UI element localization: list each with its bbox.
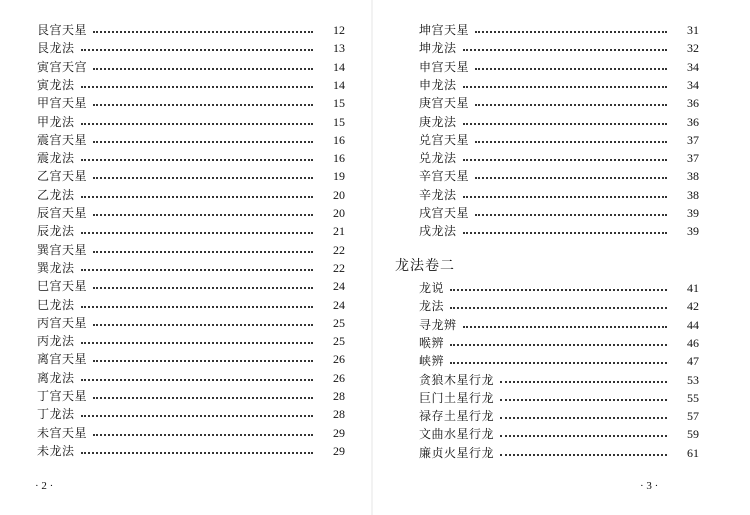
toc-entry-page: 25 (333, 315, 345, 330)
dot-leader (500, 435, 667, 437)
toc-entry (37, 387, 345, 405)
toc-entry-title: 甲龙法 (37, 114, 75, 129)
toc-entry-title: 辛龙法 (419, 187, 457, 202)
toc-entry-page: 24 (333, 297, 345, 312)
dot-leader (93, 177, 313, 179)
toc-entry-page: 38 (687, 187, 699, 202)
toc-entry-page: 29 (333, 425, 345, 440)
toc-entry-title: 震龙法 (37, 151, 75, 166)
toc-entry-page: 37 (687, 132, 699, 147)
toc-entry-page: 32 (687, 41, 699, 56)
dot-leader (500, 454, 667, 456)
dot-leader (93, 251, 313, 253)
toc-entry-title: 巽龙法 (37, 260, 75, 275)
toc-entry (37, 259, 345, 277)
toc-entry-title: 龙说 (419, 281, 445, 295)
dot-leader (81, 452, 313, 454)
toc-entry-page: 55 (687, 390, 699, 405)
toc-entry-page: 22 (333, 260, 345, 275)
dot-leader (463, 196, 667, 198)
toc-entry-title: 申宫天星 (419, 59, 470, 74)
toc-entry (37, 350, 345, 368)
dot-leader (81, 159, 313, 161)
toc-entry (37, 58, 345, 76)
toc-entry (37, 204, 345, 222)
toc-entry-title: 乙宫天星 (37, 169, 88, 184)
toc-entry (419, 444, 699, 462)
toc-entry-title: 坤宫天星 (419, 23, 470, 37)
toc-entry-page: 29 (333, 443, 345, 458)
toc-entry-page: 19 (333, 169, 345, 184)
toc-entry (37, 277, 345, 295)
toc-entry (37, 405, 345, 423)
dot-leader (475, 104, 667, 106)
toc-entry (419, 113, 699, 131)
toc-entry (37, 424, 345, 442)
toc-entry-page: 39 (687, 224, 699, 239)
toc-entry-page: 36 (687, 96, 699, 111)
toc-entry (37, 442, 345, 460)
toc-entry (419, 316, 699, 334)
section-heading: 龙法卷二 (395, 258, 455, 274)
dot-leader (93, 434, 313, 436)
toc-entry-title: 未宫天星 (37, 425, 88, 440)
toc-entry (419, 425, 699, 443)
toc-entry-title: 乙龙法 (37, 187, 75, 202)
toc-entry-page: 42 (687, 299, 699, 314)
toc-entry-page: 20 (333, 187, 345, 202)
dot-leader (93, 214, 313, 216)
dot-leader (81, 196, 313, 198)
toc-entry-title: 震宫天星 (37, 132, 88, 147)
toc-entry-title: 文曲水星行龙 (419, 427, 495, 442)
toc-entry (419, 279, 699, 297)
dot-leader (463, 232, 667, 234)
toc-entry-title: 艮宫天星 (37, 23, 88, 37)
toc-entry-title: 龙法 (419, 299, 445, 314)
dot-leader (500, 417, 667, 419)
toc-entry (419, 58, 699, 76)
dot-leader (475, 68, 667, 70)
toc-entry-page: 24 (333, 279, 345, 294)
toc-entry (419, 371, 699, 389)
toc-entry-title: 廉贞火星行龙 (419, 445, 495, 460)
toc-entry-title: 喉辨 (419, 335, 445, 350)
dot-leader (450, 289, 667, 291)
toc-entry-page: 57 (687, 409, 699, 424)
toc-entry (419, 131, 699, 149)
dot-leader (450, 344, 667, 346)
dot-leader (93, 360, 313, 362)
toc-entry-title: 申龙法 (419, 77, 457, 92)
toc-entry (37, 296, 345, 314)
dot-leader (475, 141, 667, 143)
dot-leader (463, 49, 667, 51)
toc-entry (37, 167, 345, 185)
dot-leader (475, 214, 667, 216)
toc-entry-title: 峡辨 (419, 354, 445, 369)
book-spine (371, 0, 373, 515)
toc-entry (419, 204, 699, 222)
toc-entry-title: 巨门土星行龙 (419, 390, 495, 405)
toc-entry-page: 46 (687, 335, 699, 350)
toc-entry-page: 26 (333, 370, 345, 385)
page-number-right: · 3 · (640, 480, 659, 492)
toc-entry (419, 39, 699, 57)
toc-entry (419, 407, 699, 425)
toc-entry-page: 12 (333, 23, 345, 37)
toc-entry-page: 26 (333, 352, 345, 367)
toc-entry-title: 坤龙法 (419, 41, 457, 56)
dot-leader (463, 86, 667, 88)
dot-leader (450, 307, 667, 309)
toc-entry-title: 丁宫天星 (37, 389, 88, 403)
toc-entry (37, 314, 345, 332)
toc-entry-page: 16 (333, 132, 345, 147)
toc-entry-title: 辰宫天星 (37, 206, 88, 220)
toc-entry (419, 21, 699, 39)
toc-entry (37, 131, 345, 149)
toc-entry-page: 15 (333, 96, 345, 111)
dot-leader (81, 123, 313, 125)
toc-entry-page: 28 (333, 389, 345, 403)
toc-entry-title: 艮龙法 (37, 41, 75, 56)
dot-leader (93, 141, 313, 143)
toc-entry (37, 369, 345, 387)
toc-entry (419, 186, 699, 204)
dot-leader (463, 326, 667, 328)
toc-entry-page: 14 (333, 59, 345, 74)
toc-entry (37, 222, 345, 240)
toc-entry-page: 38 (687, 169, 699, 184)
toc-entry (419, 297, 699, 315)
dot-leader (81, 49, 313, 51)
toc-entry-page: 47 (687, 354, 699, 369)
dot-leader (93, 68, 313, 70)
page-number-left: · 2 · (35, 480, 54, 492)
toc-entry (37, 113, 345, 131)
dot-leader (93, 287, 313, 289)
toc-entry (37, 332, 345, 350)
dot-leader (450, 362, 667, 364)
toc-entry-page: 44 (687, 317, 699, 332)
dot-leader (93, 31, 313, 33)
toc-entry-page: 15 (333, 114, 345, 129)
toc-entry (37, 39, 345, 57)
dot-leader (500, 399, 667, 401)
toc-entry (419, 352, 699, 370)
toc-entry-title: 巳龙法 (37, 297, 75, 312)
toc-entry-title: 庚龙法 (419, 114, 457, 129)
left-page (0, 0, 370, 515)
toc-entry-title: 辛宫天星 (419, 169, 470, 184)
dot-leader (81, 306, 313, 308)
toc-entry-title: 寅宫天宫 (37, 59, 88, 74)
dot-leader (81, 232, 313, 234)
dot-leader (500, 381, 667, 383)
toc-entry-title: 兑宫天星 (419, 132, 470, 147)
toc-entry-page: 39 (687, 206, 699, 220)
toc-entry-title: 兑龙法 (419, 151, 457, 166)
toc-entry-page: 31 (687, 23, 699, 37)
toc-entry (37, 149, 345, 167)
dot-leader (93, 324, 313, 326)
dot-leader (93, 104, 313, 106)
toc-entry-title: 庚宫天星 (419, 96, 470, 111)
dot-leader (81, 379, 313, 381)
dot-leader (81, 342, 313, 344)
toc-entry-title: 丙龙法 (37, 334, 75, 349)
toc-entry-page: 61 (687, 445, 699, 460)
toc-entry (419, 94, 699, 112)
toc-entry (37, 186, 345, 204)
toc-entry-title: 巳宫天星 (37, 279, 88, 294)
toc-entry (419, 76, 699, 94)
dot-leader (475, 31, 667, 33)
toc-entry-page: 53 (687, 372, 699, 387)
toc-entry-page: 59 (687, 427, 699, 442)
toc-entry-page: 28 (333, 407, 345, 422)
toc-entry (419, 389, 699, 407)
dot-leader (475, 177, 667, 179)
toc-entry-page: 13 (333, 41, 345, 56)
right-page (375, 0, 750, 515)
toc-entry-title: 寅龙法 (37, 77, 75, 92)
toc-entry-page: 16 (333, 151, 345, 166)
toc-entry-page: 36 (687, 114, 699, 129)
toc-entry-page: 14 (333, 77, 345, 92)
toc-entry-page: 25 (333, 334, 345, 349)
toc-entry (419, 334, 699, 352)
toc-entry-title: 贪狼木星行龙 (419, 372, 495, 387)
toc-entry-page: 34 (687, 77, 699, 92)
toc-entry-title: 戌宫天星 (419, 206, 470, 220)
toc-entry (419, 149, 699, 167)
toc-entry-title: 丙宫天星 (37, 315, 88, 330)
toc-entry (37, 76, 345, 94)
toc-entry-title: 丁龙法 (37, 407, 75, 422)
toc-entry-page: 20 (333, 206, 345, 220)
toc-entry-title: 寻龙辨 (419, 317, 457, 332)
toc-entry (419, 222, 699, 240)
toc-entry-page: 21 (333, 224, 345, 239)
dot-leader (93, 397, 313, 399)
toc-entry-title: 巽宫天星 (37, 242, 88, 257)
toc-entry (37, 241, 345, 259)
toc-entry-title: 戌龙法 (419, 224, 457, 239)
dot-leader (463, 123, 667, 125)
toc-entry-title: 离龙法 (37, 370, 75, 385)
toc-entry (37, 94, 345, 112)
dot-leader (81, 86, 313, 88)
toc-entry-page: 22 (333, 242, 345, 257)
toc-entry-page: 34 (687, 59, 699, 74)
toc-entry-title: 未龙法 (37, 443, 75, 458)
toc-entry-title: 甲宫天星 (37, 96, 88, 111)
toc-entry-page: 37 (687, 151, 699, 166)
toc-entry (419, 167, 699, 185)
toc-entry-title: 辰龙法 (37, 224, 75, 239)
toc-entry-page: 41 (687, 281, 699, 295)
toc-entry (37, 21, 345, 39)
dot-leader (81, 269, 313, 271)
toc-entry-title: 禄存土星行龙 (419, 409, 495, 424)
toc-entry-title: 离宫天星 (37, 352, 88, 367)
dot-leader (81, 415, 313, 417)
dot-leader (463, 159, 667, 161)
